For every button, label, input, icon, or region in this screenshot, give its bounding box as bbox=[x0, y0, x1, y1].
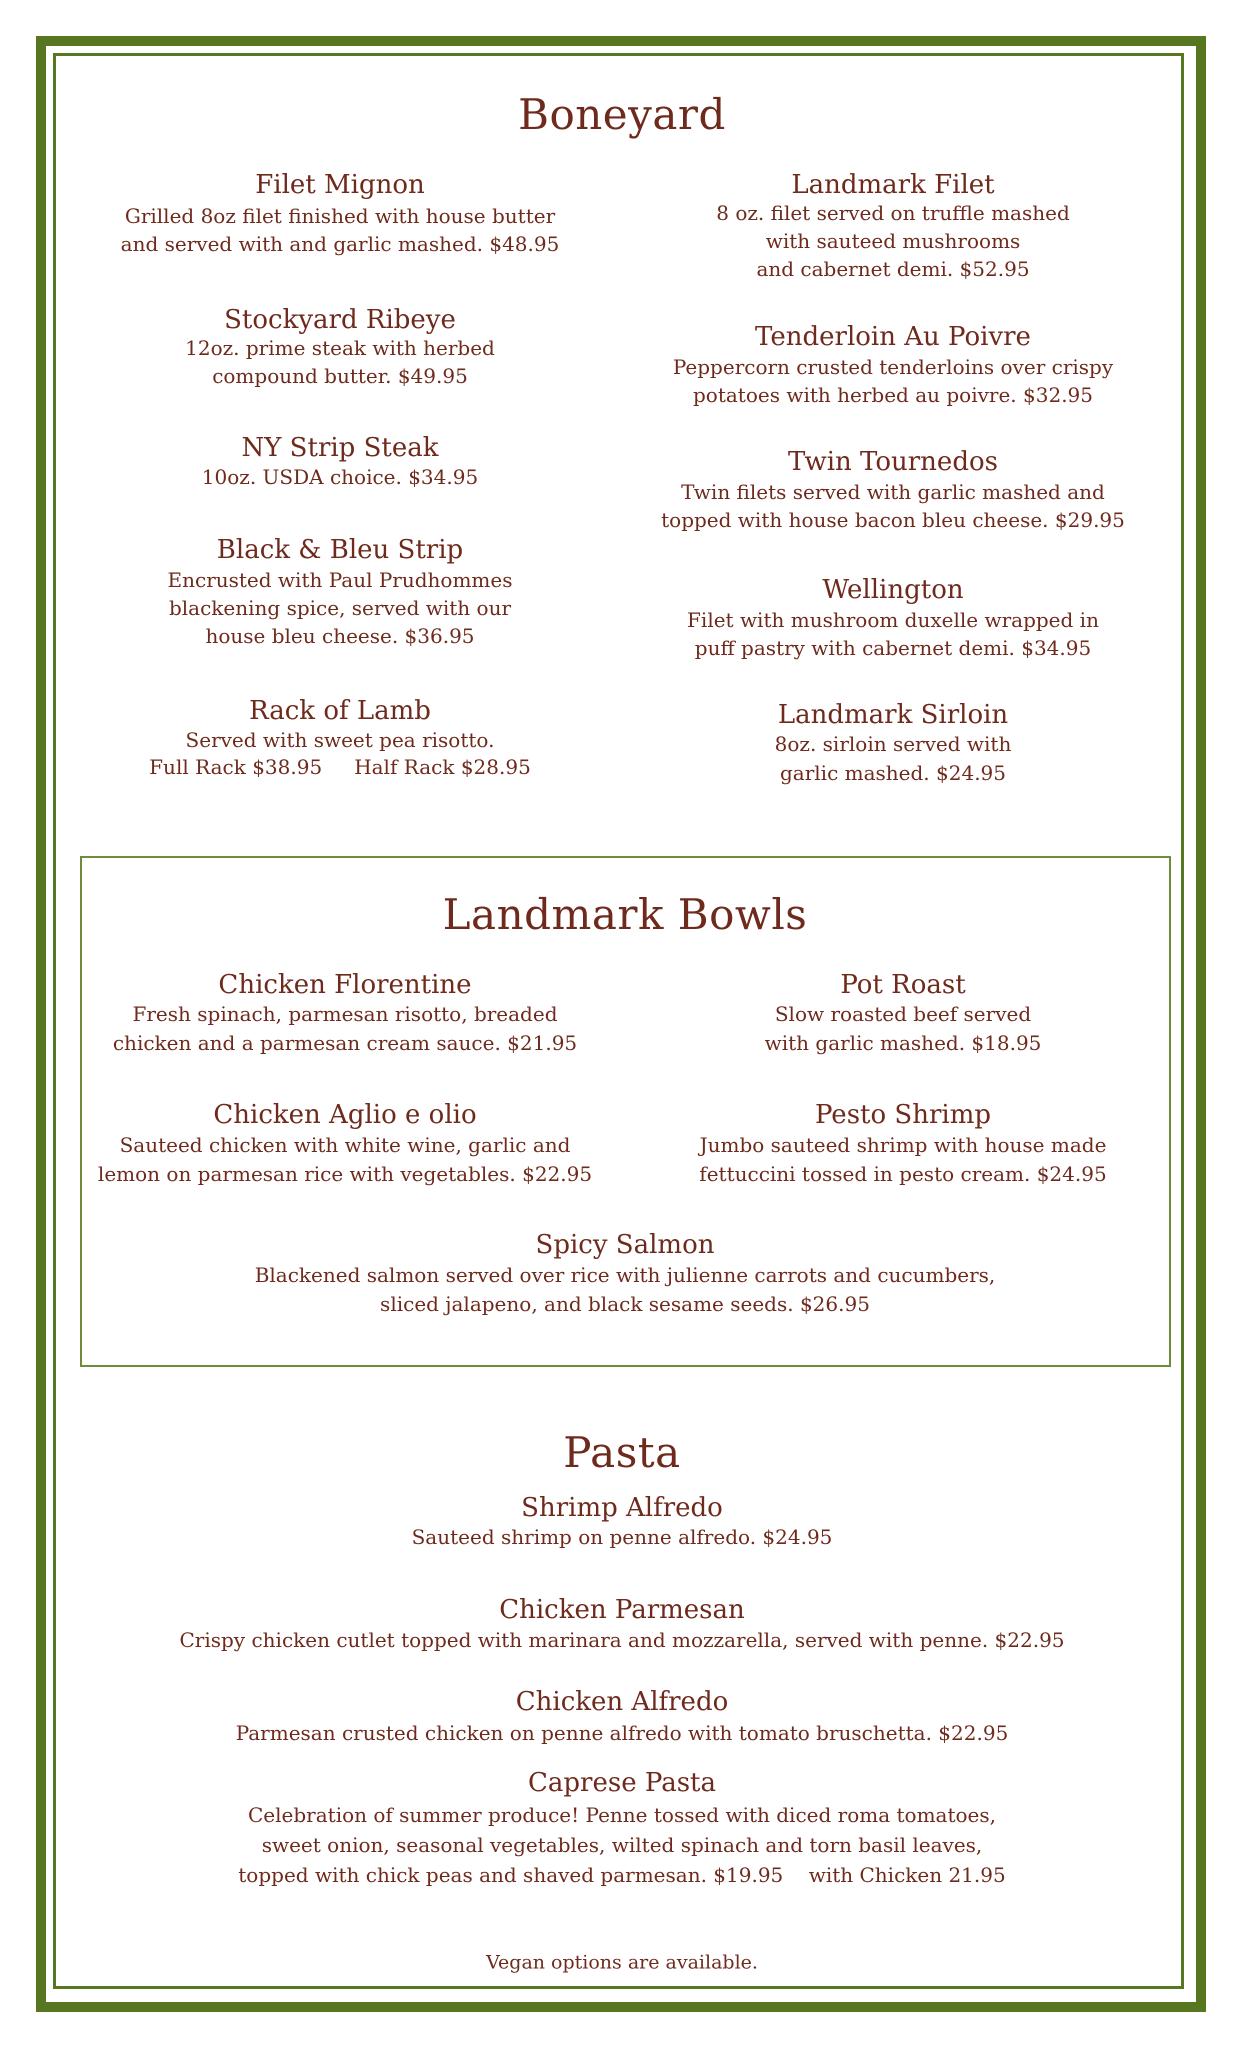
item-name: Chicken Parmesan bbox=[499, 1595, 745, 1625]
item-name: Spicy Salmon bbox=[535, 1230, 715, 1260]
item-name: Chicken Alfredo bbox=[515, 1687, 729, 1717]
item-name: Twin Tournedos bbox=[788, 447, 998, 477]
item-name: Pesto Shrimp bbox=[814, 1100, 992, 1130]
vegan-note: Vegan options are available. bbox=[486, 1951, 758, 1974]
item-desc: with sauteed mushrooms bbox=[765, 229, 1021, 253]
item-name: Caprese Pasta bbox=[528, 1768, 716, 1798]
item-desc: Parmesan crusted chicken on penne alfredo with tomato bruschetta. $22.95 bbox=[235, 1721, 1009, 1745]
item-name: NY Strip Steak bbox=[241, 433, 439, 463]
item-name: Landmark Sirloin bbox=[777, 700, 1009, 730]
item-desc: topped with chick peas and shaved parmesan. $19.95 with Chicken 21.95 bbox=[238, 1863, 1006, 1887]
full-rack-price: Full Rack $38.95 bbox=[149, 755, 323, 779]
item-desc: Slow roasted beef served bbox=[774, 1002, 1032, 1026]
item-desc: chicken and a parmesan cream sauce. $21.95 bbox=[112, 1031, 578, 1055]
item-desc: Sauteed chicken with white wine, garlic and bbox=[119, 1133, 571, 1157]
item-desc: Encrusted with Paul Prudhommes bbox=[167, 568, 513, 592]
item-desc: blackening spice, served with our bbox=[168, 596, 512, 620]
item-name: Shrimp Alfredo bbox=[521, 1493, 723, 1523]
item-name: Pot Roast bbox=[840, 970, 966, 1000]
item-desc: and cabernet demi. $52.95 bbox=[756, 257, 1030, 281]
section-title-pasta: Pasta bbox=[563, 1428, 681, 1477]
item-desc: Filet with mushroom duxelle wrapped in bbox=[687, 608, 1099, 632]
item-desc: 8oz. sirloin served with bbox=[774, 732, 1012, 756]
item-desc: Twin filets served with garlic mashed and bbox=[681, 480, 1105, 504]
item-desc: Fresh spinach, parmesan risotto, breaded bbox=[132, 1002, 558, 1026]
section-title-landmark-bowls: Landmark Bowls bbox=[442, 890, 808, 939]
item-desc: Served with sweet pea risotto. bbox=[185, 728, 495, 752]
item-desc: Peppercorn crusted tenderloins over crispy bbox=[672, 355, 1114, 379]
item-name: Tenderloin Au Poivre bbox=[755, 322, 1031, 352]
item-desc: house bleu cheese. $36.95 bbox=[205, 624, 475, 648]
item-desc: lemon on parmesan rice with vegetables. $22.95 bbox=[97, 1162, 593, 1186]
item-desc: compound butter. $49.95 bbox=[212, 364, 468, 388]
section-title-boneyard: Boneyard bbox=[518, 90, 726, 139]
item-desc: potatoes with herbed au poivre. $32.95 bbox=[693, 383, 1093, 407]
item-desc: Sauteed shrimp on penne alfredo. $24.95 bbox=[411, 1525, 833, 1549]
item-name: Black & Bleu Strip bbox=[216, 535, 464, 565]
item-desc: with garlic mashed. $18.95 bbox=[764, 1031, 1042, 1055]
item-name: Wellington bbox=[822, 575, 964, 605]
item-desc: garlic mashed. $24.95 bbox=[779, 761, 1007, 785]
item-desc: Jumbo sauteed shrimp with house made bbox=[699, 1133, 1107, 1157]
item-desc: sweet onion, seasonal vegetables, wilted spinach and torn basil leaves, bbox=[261, 1833, 983, 1857]
item-desc: sliced jalapeno, and black sesame seeds. $26.95 bbox=[380, 1292, 870, 1316]
item-name: Chicken Florentine bbox=[218, 970, 472, 1000]
item-desc: puff pastry with cabernet demi. $34.95 bbox=[694, 636, 1092, 660]
item-desc: fettuccini tossed in pesto cream. $24.95 bbox=[699, 1162, 1107, 1186]
rack-prices bbox=[149, 757, 531, 777]
item-desc: 10oz. USDA choice. $34.95 bbox=[201, 465, 479, 489]
item-name: Chicken Aglio e olio bbox=[213, 1100, 477, 1130]
item-desc: Grilled 8oz filet finished with house butter bbox=[124, 204, 556, 228]
half-rack-price: Half Rack $28.95 bbox=[354, 755, 531, 779]
item-name: Landmark Filet bbox=[791, 170, 995, 200]
item-desc: 12oz. prime steak with herbed bbox=[185, 336, 495, 360]
item-desc: 8 oz. filet served on truffle mashed bbox=[716, 201, 1070, 225]
item-name: Rack of Lamb bbox=[249, 696, 431, 726]
item-desc: Blackened salmon served over rice with julienne carrots and cucumbers, bbox=[254, 1263, 996, 1287]
item-desc: Celebration of summer produce! Penne tossed with diced roma tomatoes, bbox=[247, 1803, 997, 1827]
item-desc: and served with and garlic mashed. $48.95 bbox=[120, 232, 560, 256]
item-desc: topped with house bacon bleu cheese. $29.95 bbox=[661, 508, 1125, 532]
item-desc: Crispy chicken cutlet topped with marinara and mozzarella, served with penne. $22.95 bbox=[179, 1628, 1065, 1652]
item-name: Stockyard Ribeye bbox=[224, 305, 456, 335]
item-name: Filet Mignon bbox=[255, 170, 425, 200]
